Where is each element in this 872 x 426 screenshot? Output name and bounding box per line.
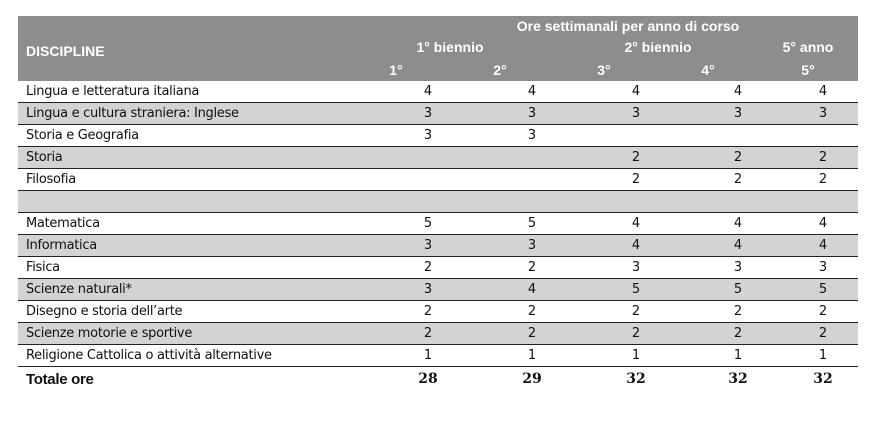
discipline-name: Disegno e storia dell’arte <box>18 301 376 323</box>
hours-year-5: 4 <box>788 81 858 103</box>
hours-year-4: 3 <box>688 103 788 125</box>
hours-year-4: 4 <box>688 213 788 235</box>
hours-year-5: 1 <box>788 345 858 367</box>
hours-year-3: 3 <box>584 103 688 125</box>
hours-year-4: 2 <box>688 147 788 169</box>
hours-year-1: 3 <box>376 235 480 257</box>
group-header-3: 5° anno <box>782 39 834 55</box>
hours-year-1: 3 <box>376 103 480 125</box>
hours-year-3: 2 <box>584 169 688 191</box>
hours-year-3: 4 <box>584 81 688 103</box>
discipline-name: Religione Cattolica o attività alternative <box>18 345 376 367</box>
hours-year-4: 5 <box>688 279 788 301</box>
discipline-name: Lingua e cultura straniera: Inglese <box>18 103 376 125</box>
hours-year-1: 4 <box>376 81 480 103</box>
curriculum-table <box>18 16 858 391</box>
table-row <box>18 103 858 125</box>
hours-year-2: 3 <box>480 103 584 125</box>
hours-year-1: 3 <box>376 279 480 301</box>
hours-year-2: 29 <box>522 371 542 387</box>
hours-year-2 <box>480 147 584 169</box>
table-row <box>18 323 858 345</box>
group-header-2: 2° biennio <box>624 39 692 55</box>
hours-year-3: 2 <box>584 323 688 345</box>
total-row <box>18 367 858 392</box>
hours-year-2: 4 <box>480 279 584 301</box>
hours-year-4 <box>688 191 788 213</box>
hours-year-3: 32 <box>626 371 646 387</box>
hours-year-1 <box>376 191 480 213</box>
hours-year-2: 1 <box>480 345 584 367</box>
hours-year-2: 5 <box>480 213 584 235</box>
hours-year-5: 32 <box>813 371 833 387</box>
hours-year-5: 2 <box>788 301 858 323</box>
discipline-name: Informatica <box>18 235 376 257</box>
discipline-name: Filosofia <box>18 169 376 191</box>
year-header-1: 1° <box>389 62 403 78</box>
hours-grid <box>18 81 858 391</box>
table-row <box>18 279 858 301</box>
table-row <box>18 169 858 191</box>
hours-year-5: 3 <box>788 103 858 125</box>
hours-year-5 <box>788 191 858 213</box>
hours-year-4: 1 <box>688 345 788 367</box>
discipline-name: Lingua e letteratura italiana <box>18 81 376 103</box>
hours-year-3: 2 <box>584 147 688 169</box>
year-header-4: 4° <box>701 62 715 78</box>
year-header-2: 2° <box>493 62 507 78</box>
table-row <box>18 345 858 367</box>
hours-year-3: 4 <box>584 213 688 235</box>
hours-year-5 <box>788 125 858 147</box>
table-row <box>18 235 858 257</box>
table-row <box>18 147 858 169</box>
hours-year-1: 1 <box>376 345 480 367</box>
table-body <box>18 81 858 391</box>
hours-year-2: 3 <box>480 235 584 257</box>
hours-year-4: 4 <box>688 235 788 257</box>
hours-year-1: 2 <box>376 301 480 323</box>
hours-year-2: 2 <box>480 301 584 323</box>
hours-year-5: 2 <box>788 147 858 169</box>
hours-year-5: 4 <box>788 213 858 235</box>
hours-year-3: 2 <box>584 301 688 323</box>
discipline-name: Totale ore <box>26 370 94 388</box>
hours-year-3 <box>584 191 688 213</box>
hours-year-1: 2 <box>376 257 480 279</box>
hours-year-1: 3 <box>376 125 480 147</box>
table-header <box>18 16 858 81</box>
group-header-1: 1° biennio <box>416 39 484 55</box>
hours-year-4 <box>688 125 788 147</box>
hours-year-2: 2 <box>480 257 584 279</box>
year-header-5: 5° <box>801 62 815 78</box>
hours-year-4: 2 <box>688 323 788 345</box>
discipline-name: Scienze naturali* <box>18 279 376 301</box>
hours-year-5: 3 <box>788 257 858 279</box>
table-row <box>18 301 858 323</box>
hours-year-2 <box>480 191 584 213</box>
hours-year-4: 2 <box>688 301 788 323</box>
hours-year-2: 3 <box>480 125 584 147</box>
table-row <box>18 125 858 147</box>
hours-year-4: 32 <box>728 371 748 387</box>
table-row <box>18 213 858 235</box>
hours-year-5: 4 <box>788 235 858 257</box>
discipline-name: Matematica <box>18 213 376 235</box>
discipline-name <box>18 191 376 213</box>
hours-year-5: 5 <box>788 279 858 301</box>
discipline-name: Fisica <box>18 257 376 279</box>
hours-year-5: 2 <box>788 169 858 191</box>
header-title: Ore settimanali per anno di corso <box>516 18 740 34</box>
hours-year-1: 2 <box>376 323 480 345</box>
hours-year-2: 2 <box>480 323 584 345</box>
discipline-name: Scienze motorie e sportive <box>18 323 376 345</box>
hours-year-3 <box>584 125 688 147</box>
discipline-header: DISCIPLINE <box>26 43 105 59</box>
hours-year-4: 2 <box>688 169 788 191</box>
year-header-3: 3° <box>597 62 611 78</box>
hours-year-4: 4 <box>688 81 788 103</box>
hours-year-3: 3 <box>584 257 688 279</box>
hours-year-3: 5 <box>584 279 688 301</box>
hours-year-1: 5 <box>376 213 480 235</box>
hours-year-1 <box>376 169 480 191</box>
hours-year-2 <box>480 169 584 191</box>
table-row <box>18 257 858 279</box>
hours-year-3: 1 <box>584 345 688 367</box>
hours-year-1: 28 <box>418 371 438 387</box>
hours-year-5: 2 <box>788 323 858 345</box>
discipline-name: Storia e Geografia <box>18 125 376 147</box>
hours-year-2: 4 <box>480 81 584 103</box>
table-row <box>18 191 858 213</box>
hours-year-1 <box>376 147 480 169</box>
table-row <box>18 81 858 103</box>
hours-year-4: 3 <box>688 257 788 279</box>
discipline-name: Storia <box>18 147 376 169</box>
hours-year-3: 4 <box>584 235 688 257</box>
